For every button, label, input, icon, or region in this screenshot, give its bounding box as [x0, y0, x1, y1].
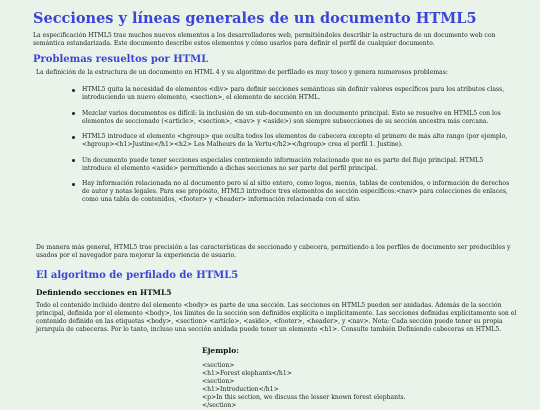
code-line: <h1>Introduction</h1>: [202, 386, 279, 393]
code-line: <section>: [202, 362, 235, 369]
list-item: HTML5 introduce el elemento <hgroup> que oculta todos los elementos de cabecera excepto el primero de más alto rango (por ejemplo, <hgroup><h1>Justine</h1><h2> Les Malheurs de la Vertu</h2></hgroup> crea el perfil 1. Justine).: [72, 133, 512, 149]
intro-paragraph: La especificación HTML5 trae muchos nuevos elementos a los desarrolladores web, permitiéndoles describir la estructura de un documento web con semántica estandarizada. Este documento describe estos elementos y cómo usarlos para definir el perfil de cualquier documento.: [33, 32, 496, 47]
problems-intro: La definición de la estructura de un documento en HTML 4 y su algoritmo de perfilado es muy tosco y genera numerosos problemas:: [36, 69, 448, 76]
example-title: Ejemplo:: [202, 346, 240, 355]
code-line: </section>: [202, 402, 237, 409]
list-item: Un documento puede tener secciones especiales conteniendo información relacionado que no es parte del flujo principal. HTML5 introduce el elemento <aside> permitiendo a dichas secciones no ser parte del perfil principal.: [72, 157, 512, 173]
list-item: HTML5 quita la necesidad de elementos <div> para definir secciones semánticas sin definir valores específicos para los atributos class, introduciendo un nuevo elemento, <section>, el elemento de sección HTML.: [72, 86, 512, 102]
example-code: [202, 362, 502, 410]
example-block: [202, 346, 502, 410]
defining-sections-heading: Definiendo secciones en HTML5: [36, 288, 172, 297]
page-title: Secciones y líneas generales de un documento HTML5: [33, 10, 477, 27]
code-line: <p>In this section, we discuss the lesser known forest elephants.: [202, 394, 406, 401]
code-line: <h1>Forest elephants</h1>: [202, 370, 292, 377]
list-item: Hay información relacionada no al documento pero sí al sitio entero, como logos, menús, tablas de contenidos, o información de derechos de autor y notas legales. Para ese propósito, HTML5 introduce tres elementos de sección específicos:<nav> para colecciones de enlaces, como una tabla de contenidos, <footer> y <header> información relacionada con el sitio.: [72, 180, 512, 204]
summary-paragraph: De manera más general, HTML5 trae precisión a las características de seccionado y cabecera, permitiendo a los perfiles de documento ser predecibles y usados por el navegador para mejorar la experiencia de usuario.: [36, 244, 511, 259]
list-item: Mezclar varios documentos es difícil: la inclusión de un sub-documento en un documento principal. Esto se resuelve en HTML5 con los elementos de seccionado (<article>, <section>, <nav> y <aside>) son siempre subsecciones de su sección ancestra más cercana.: [72, 110, 512, 126]
problems-list: [72, 86, 512, 212]
defining-sections-paragraph: Todo el contenido incluido dentro del elemento <body> es parte de una sección. Las secciones en HTML5 pueden ser anidadas. Además de la sección principal, definida por el elemento <body>, los límites de la sección son definidos explícita o implícitamente. Las secciones definidas explícitamente son el contenido definido en las etiquetas <body>, <section> <article>, <aside>, <footer>, <header>, y <nav>. Nota: Cada sección puede tener su propia jerarquía de cabeceras. Por lo tanto, incluso una sección anidada puede tener un elemento <h1>. Consulte también Definiendo cabeceras en HTML5.: [36, 302, 517, 333]
code-line: <section>: [202, 378, 235, 385]
problems-heading: Problemas resueltos por HTML: [33, 54, 209, 65]
algorithm-heading: El algoritmo de perfilado de HTML5: [36, 270, 239, 281]
